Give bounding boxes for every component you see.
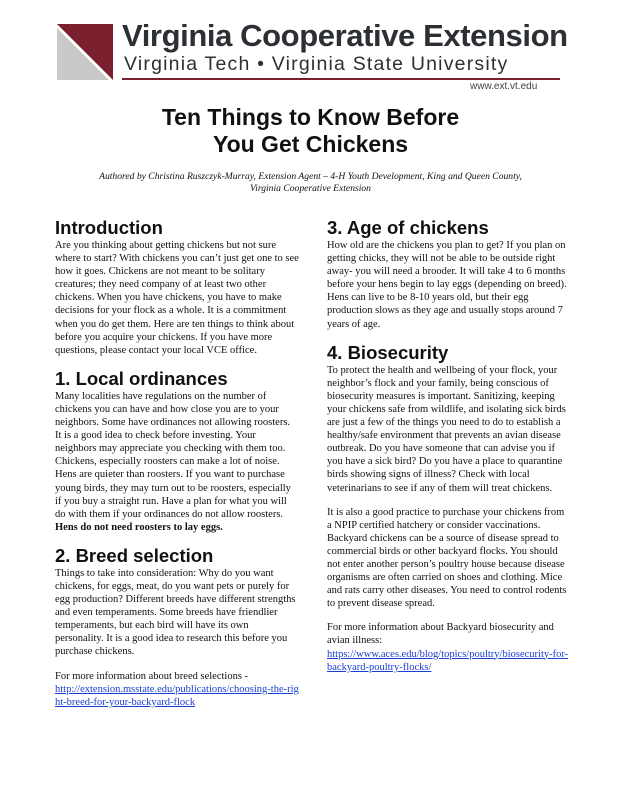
left-column <box>55 217 299 709</box>
section-heading-local-ordinances: 1. Local ordinances <box>55 367 228 389</box>
breed-selection-link[interactable]: http://extension.msstate.edu/publications/choosing-the-right-breed-for-your-backyard-flock <box>55 683 299 708</box>
introduction-text: Are you thinking about getting chickens but not sure where to start? With chickens you can’t just get one to see how it goes. Chickens are not meant to be solitary creatures; they need company of at least two other chickens. When you have chickens, you have to make decisions for your flock as a whole. It is a commitment when you do get them. Here are ten things to think about before you acquire your chickens. If you have more questions, please contact your local VCE office. <box>55 240 299 356</box>
section-heading-age-of-chickens: 3. Age of chickens <box>327 217 489 238</box>
universities-line: Virginia Tech • Virginia State University <box>124 53 509 75</box>
biosecurity-text-1: To protect the health and wellbeing of your flock, your neighbor’s flock and your family, being conscious of biosecurity measures is important. Sanitizing, keeping your chickens safe from wildlife, and isolating sick birds are just a few of the things you need to do to establish a healthy/safe environment that prevents an avian disease outbreak. Do you have someone that can advise you if you have a sick bird? Do you have a place to quarantine birds showing signs of illness? Check with local veterinarians to see if any of them will treat chickens. <box>327 364 566 494</box>
vce-logo-icon <box>57 24 113 80</box>
biosecurity-link-container <box>327 648 571 674</box>
breed-more-info: For more information about breed selections - <box>55 670 249 682</box>
byline-line-2: Virginia Cooperative Extension <box>250 183 371 194</box>
right-column <box>327 217 571 674</box>
biosecurity-text-2: It is also a good practice to purchase your chickens from a NPIP certified hatchery or consider vaccinations. Backyard chickens can be a source of disease spread to commercial birds or other backyard flocks. You should not enter another person’s poultry house because disease organisms are often carried on shoes and clothing. Mice and rats carry other diseases. You need to control rodents to prevent disease spread. <box>327 506 567 610</box>
roosters-note: Hens do not need roosters to lay eggs. <box>55 521 223 533</box>
local-ordinances-text <box>55 390 299 534</box>
org-name: Virginia Cooperative Extension <box>122 18 568 53</box>
section-heading-breed-selection: 2. Breed selection <box>55 544 214 566</box>
local-ordinances-body: Many localities have regulations on the number of chickens you can have and how close you are to your neighbors. Some have ordinances not allowing roosters. It is a good idea to check before investing. Your neighbors may appreciate you checking with them too. Chickens, especially roosters can make a lot of noise. Hens are quieter than roosters. If you want to purchase young birds, they may turn out to be roosters, especially if you buy a straight run. Have a plan for what you will do with them if your ordinances do not allow roosters. <box>55 390 291 520</box>
section-heading-biosecurity: 4. Biosecurity <box>327 341 449 363</box>
author-byline <box>70 171 551 195</box>
document-title <box>0 104 621 158</box>
biosecurity-link[interactable]: https://www.aces.edu/blog/topics/poultry/biosecurity-for-backyard-poultry-flocks/ <box>327 648 569 673</box>
section-heading-introduction: Introduction <box>55 217 163 238</box>
biosecurity-more-info: For more information about Backyard biosecurity and avian illness: <box>327 622 554 647</box>
title-line-2: You Get Chickens <box>212 131 409 157</box>
header-divider <box>122 78 560 80</box>
breed-selection-text: Things to take into consideration: Why do you want chickens, for eggs, meat, do you want pets or purely for egg production? Different breeds have different strengths and even temperaments. Some breeds have friendlier temperaments, but each bird will have its own personality. It is a good idea to research this before you purchase chickens. <box>55 567 296 658</box>
title-line-1: Ten Things to Know Before <box>161 104 460 130</box>
breed-link-container <box>55 683 299 709</box>
byline-line-1: Authored by Christina Ruszczyk-Murray, Extension Agent – 4-H Youth Development, King and Queen County, <box>99 171 522 182</box>
age-of-chickens-text: How old are the chickens you plan to get? If you plan on getting chicks, they will not be able to be outside right away- you will need a brooder. It will take 4 to 6 months before your hens begin to lay eggs (depending on breed). Hens can live to be 8-10 years old, but their egg production slows as they age and usually stops around 7 years of age. <box>327 240 567 330</box>
org-url: www.ext.vt.edu <box>470 81 538 92</box>
